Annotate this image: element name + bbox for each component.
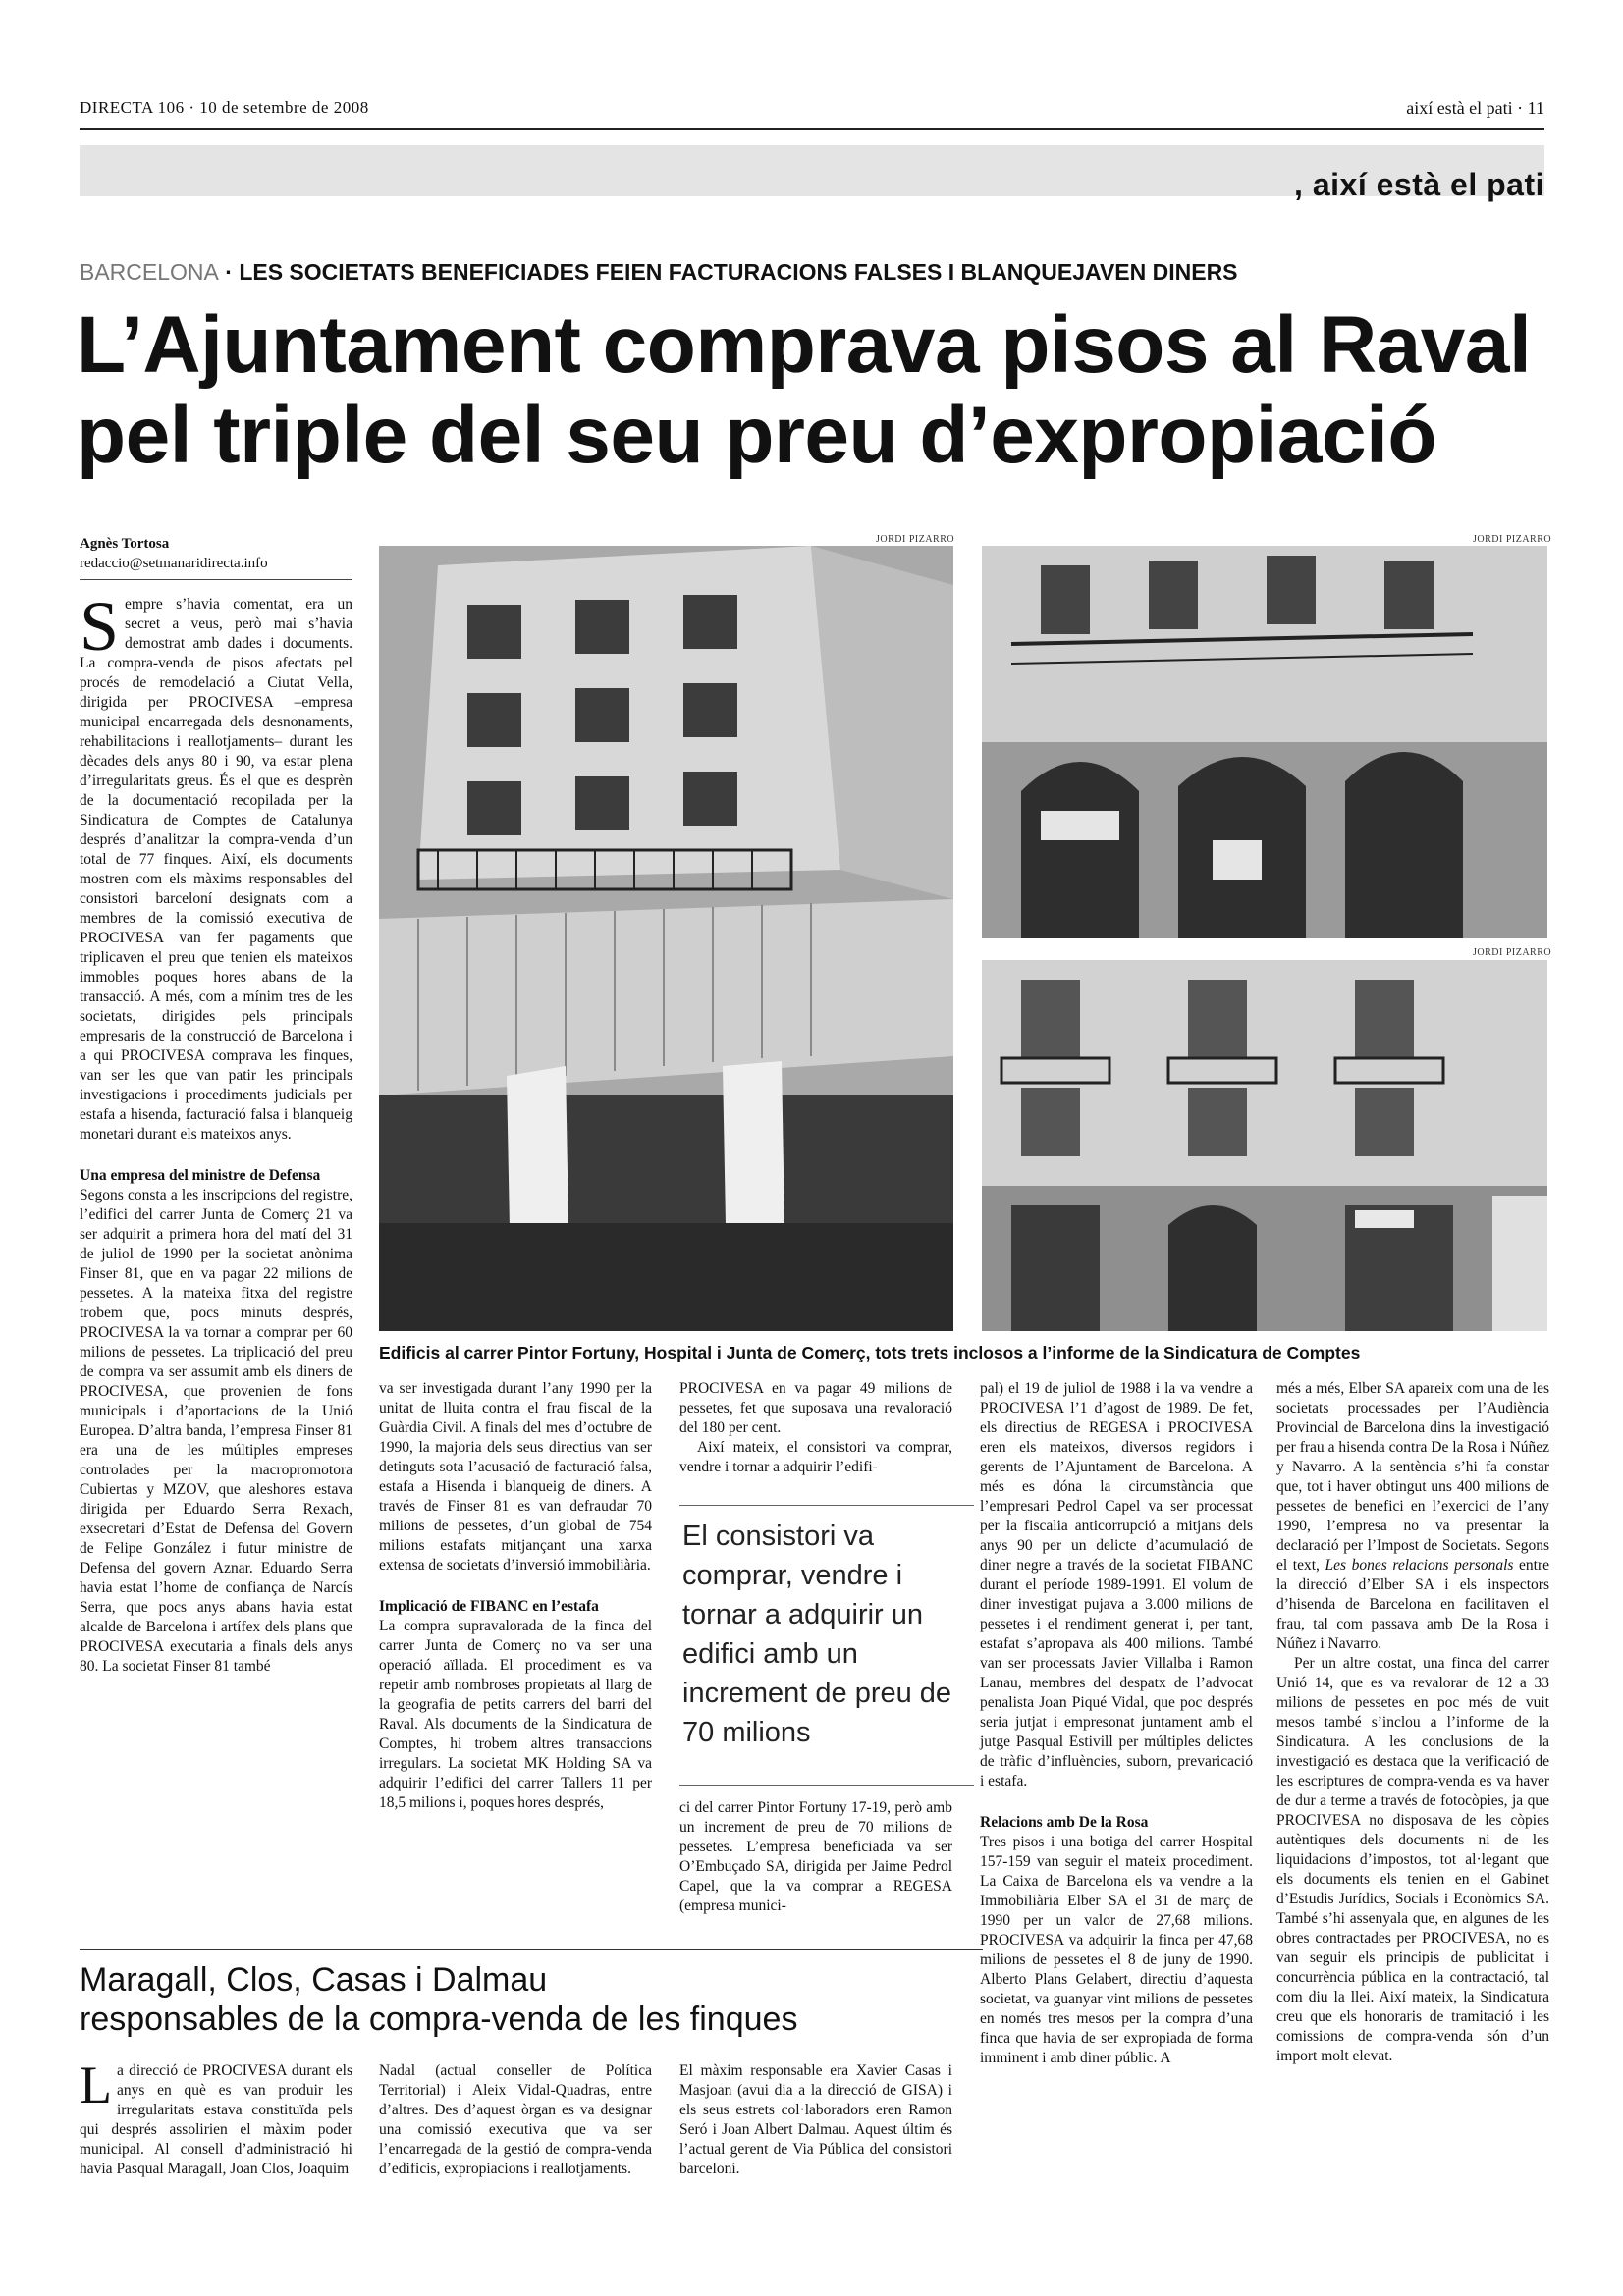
paragraph: Segons consta a les inscripcions del registre, l’edifici del carrer Junta de Comerç 21 va ser adquirit a primera hora del matí del 31 de juliol de 1990 per la societat anònima Finser 81, que en va pagar 22 milions de pessetes. A la mateixa fitxa del registre trobem que, pocs minuts després, PROCIVESA la va tornar a comprar per 60 milions de pessetes. La triplicació del preu de compra va ser assumit amb els diners de PROCIVESA, que provenien de fons municipals i d’aportacions de la Unió Europea. D’altra banda, l’empresa Finser 81 era una de les múltiples empreses controlades per la macropromotora Cubiertas y MZOV, que aleshores estava dirigida per Eduardo Serra Rexach, exsecretari d’Estat de Defensa del Govern de Felipe González i futur ministre de Defensa del govern Aznar. Eduardo Serra havia estat l’home de confiança de Narcís Serra, que pocs anys abans havia estat alcalde de Barcelona i artífex dels plans que PROCIVESA executaria a finals dels anys 80. La societat Finser 81 també xyxy=(80,1187,352,1675)
article-column-5 xyxy=(1276,1379,1549,2066)
sidebar-headline xyxy=(80,1960,983,2039)
headline xyxy=(77,300,1549,481)
kicker xyxy=(80,259,1238,286)
pullquote-rule-bottom xyxy=(679,1785,974,1786)
author-email: redaccio@setmanaridirecta.info xyxy=(80,556,268,571)
paragraph: Tres pisos i una botiga del carrer Hospital 157-159 van seguir el mateix procediment. La Caixa de Barcelona els va vendre a la Immobiliària Elber SA el 31 de març de 1990 per un valor de 27,68 milions. PROCIVESA va adquirir la finca per 47,68 milions de pessetes el 8 de juny de 1990. Alberto Plans Gelabert, directiu d’aquesta societat, va guanyar vint milions de pessetes en només tres mesos per la compra d’una finca que havia de ser expropiada de forma imminent i amb diner públic. A xyxy=(980,1834,1253,2066)
photo-credit-3: JORDI PIZARRO xyxy=(1473,947,1552,958)
photo-building-junta-comerc xyxy=(982,960,1547,1331)
kicker-location: BARCELONA xyxy=(80,259,219,285)
dropcap: S xyxy=(80,587,120,666)
sidebar-lead: a direcció de PROCIVESA durant els anys en què es van produir les irregularitats estava constituïda pels qui després assolirien el màxim poder municipal. Al consell d’administració hi havia Pasqual Maragall, Joan Clos, Joaquim xyxy=(80,2062,352,2177)
sidebar-rule xyxy=(80,1949,983,1950)
running-header-right: així està el pati · 11 xyxy=(1406,98,1544,118)
article-column-4 xyxy=(980,1379,1253,2068)
subhead-fibanc: Implicació de FIBANC en l’estafa xyxy=(379,1598,599,1615)
author-name: Agnès Tortosa xyxy=(80,536,170,552)
pull-quote: El consistori va comprar, vendre i tornar a adquirir un edifici amb un increment de preu de 70 milions xyxy=(682,1521,952,1748)
building-illustration-2 xyxy=(982,546,1547,938)
paragraph: PROCIVESA en va pagar 49 milions de pessetes, fet que suposava una revaloració del 180 per cent. xyxy=(679,1380,952,1436)
sidebar-column-2 xyxy=(379,2061,652,2179)
kicker-text: · LES SOCIETATS BENEFICIADES FEIEN FACTURACIONS FALSES I BLANQUEJAVEN DINERS xyxy=(218,259,1238,285)
photo-building-hospital xyxy=(982,546,1547,938)
sidebar-headline-line-2: responsables de la compra-venda de les finques xyxy=(80,2001,798,2038)
running-header-left: DIRECTA 106 · 10 de setembre de 2008 xyxy=(80,98,369,117)
subhead-defensa: Una empresa del ministre de Defensa xyxy=(80,1167,321,1184)
sidebar-column-1 xyxy=(80,2056,352,2179)
article-column-3-top xyxy=(679,1379,952,1477)
photo-building-pintor-fortuny xyxy=(379,546,953,1331)
building-illustration-3 xyxy=(982,960,1547,1331)
paragraph: ci del carrer Pintor Fortuny 17-19, però amb un increment de preu de 70 milions de pessetes. L’empresa beneficiada va ser O’Embuçado SA, dirigida per Jaime Pedrol Capel, que la va comprar a REGESA (empresa munici- xyxy=(679,1799,952,1914)
pullquote-rule-top xyxy=(679,1505,974,1506)
section-title: , així està el pati xyxy=(1294,167,1544,202)
paragraph: Així mateix, el consistori va comprar, vendre i tornar a adquirir l’edifi- xyxy=(679,1439,952,1475)
byline xyxy=(80,534,352,580)
paragraph: pal) el 19 de juliol de 1988 i la va vendre a PROCIVESA l’1 d’agost de 1989. De fet, els directius de REGESA i PROCIVESA eren els mateixos, diversos regidors i gerents de l’Ajuntament de Barcelona. A més es dóna la circumstància que l’empresari Pedrol Capel va ser processat per la fiscalia anticorrupció a mitjans dels anys 90 per un delicte d’acumulació de diner negre a través de la societat FIBANC durant el període 1989-1991. El volum de diner investigat pujava a 3.000 milions de pessetes i el rendiment generat i, per tant, estafat s’apropava als 400 milions. També van ser processats Javier Villalba i Ramon Lanau, membres del despatx de l’advocat penalista Joan Piqué Vidal, que poc després seria jutjat i empresonat juntament amb el jutge Pasqual Estivill per múltiples delictes de tràfic d’influències, suborn, prevaricació i estafa. xyxy=(980,1380,1253,1789)
headline-line-1: L’Ajuntament comprava pisos al Raval xyxy=(77,300,1532,390)
building-illustration-1 xyxy=(379,546,953,1331)
photo-caption: Edificis al carrer Pintor Fortuny, Hospital i Junta de Comerç, tots trets inclosos a l’informe de la Sindicatura de Comptes xyxy=(379,1343,1361,1362)
paragraph: La compra supravalorada de la finca del carrer Junta de Comerç no va ser una operació aïllada. El procediment es va repetir amb nombroses propietats al llarg de la geografia de petits carrers del barri del Raval. Als documents de la Sindicatura de Comptes, hi trobem altres transaccions irregulars. La societat MK Holding SA va adquirir l’edifici del carrer Tallers 11 per 18,5 milions i, poques hores després, xyxy=(379,1618,652,1811)
quoted-phrase: Les bones relacions personals xyxy=(1325,1557,1514,1574)
paragraph: El màxim responsable era Xavier Casas i Masjoan (avui dia a la direcció de GISA) i els seus estrets col·laboradors eren Ramon Seró i Joan Albert Dalmau. Aquest últim és l’actual gerent de Via Pública del consistori barceloní. xyxy=(679,2062,952,2177)
headline-line-2: pel triple del seu preu d’expropiació xyxy=(77,391,1436,480)
paragraph: Per un altre costat, una finca del carrer Unió 14, que es va revalorar de 12 a 33 milions de pessetes en poc més de vuit mesos també s’inclou a l’informe de la Sindicatura. A les conclusions de la investigació es destaca que la verificació de les escriptures de compra-venda es va haver de dur a terme a través de fotocòpies, ja que PROCIVESA no disposava de les còpies autèntiques dels documents ni de les liquidacions d’impostos, tot al·legant que els documents els tenien en el Gabinet d’Estudis Jurídics, Socials i Econòmics SA. També s’hi assenyala que, en algunes de les obres contractades per PROCIVESA, no es van seguir els principis de publicitat i concurrència pública en la contractació, tal com diu la llei. Així mateix, la Sindicatura creu que els honoraris de tramitació i les comissions de compra-venda són d’un import molt elevat. xyxy=(1276,1655,1549,2064)
photo-credit-1: JORDI PIZARRO xyxy=(876,534,955,545)
paragraph-elber: més a més, Elber SA apareix com una de les societats processades per l’Audiència Provincial de Barcelona dins la investigació per frau a hisenda contra De la Rosa i Núñez y Navarro. A la sentència s’hi fa constar que, tot i haver obtingut uns 400 milions de pessetes de benefici en l’exercici de l’any 1990, l’empresa no va presentar la declaració per l’Impost de Societats. Segons el text, Les bones relacions personals entre la direcció d’Elber SA i els inspectors d’hisenda de Barcelona en facilitaven el frau, tal com passava amb De la Rosa i Núñez i Navarro. xyxy=(1276,1380,1550,1652)
sidebar-headline-line-1: Maragall, Clos, Casas i Dalmau xyxy=(80,1961,548,1999)
subhead-de-la-rosa: Relacions amb De la Rosa xyxy=(980,1814,1149,1831)
sidebar-dropcap: L xyxy=(80,2056,112,2114)
paragraph: Nadal (actual conseller de Política Territorial) i Aleix Vidal-Quadras, entre d’altres. Des d’aquest òrgan es va designar una comissió executiva que va ser l’encarregada de la gestió de compra-venda d’edificis, expropiacions i reallotjaments. xyxy=(379,2062,652,2177)
sidebar-column-3 xyxy=(679,2061,952,2179)
paragraph: va ser investigada durant l’any 1990 per la unitat de lluita contra el frau fiscal de la Guàrdia Civil. A finals del mes d’octubre de 1990, la majoria dels seus directius van ser detinguts sota l’acusació de facturació falsa, estafa a Hisenda i blanqueig de diners. A través de Finser 81 es van defraudar 70 milions de pessetes, d’un global de 754 milions estafats mitjançant una xarxa extensa de societats d’inversió immobiliària. xyxy=(379,1380,652,1574)
article-column-1 xyxy=(80,587,352,1677)
header-rule xyxy=(80,128,1544,130)
photo-credit-2: JORDI PIZARRO xyxy=(1473,534,1552,545)
article-column-2 xyxy=(379,1379,652,1813)
article-column-3-bottom xyxy=(679,1798,952,1916)
lead-paragraph: empre s’havia comentat, era un secret a veus, però mai s’havia demostrat amb dades i documents. La compra-venda de pisos afectats pel procés de remodelació a Ciutat Vella, dirigida per PROCIVESA –empresa municipal encarregada dels desnonaments, rehabilitacions i reallotjaments– durant les dècades dels anys 80 i 90, va estar plena d’irregularitats greus. És el que es desprèn de la documentació recopilada per la Sindicatura de Comptes de Catalunya després d’analitzar la compra-venda d’un total de 77 finques. Així, els documents mostren com els màxims responsables del consistori barceloní designats com a membres de la comissió executiva de PROCIVESA van fer pagaments que triplicaven el preu que tenien els mateixos immobles poques hores abans de la transacció. A més, com a mínim tres de les societats, dirigides pels principals empresaris de la construcció de Barcelona i a qui PROCIVESA comprava les finques, van ser les que van patir les principals investigacions i procediments judicials per estafa a hisenda, facturació falsa i blanqueig monetari durant els mateixos anys. xyxy=(80,596,352,1143)
